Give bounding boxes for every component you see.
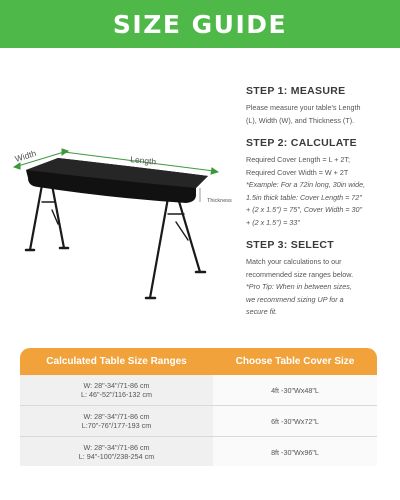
step-1-line: Please measure your table's Length	[246, 103, 361, 112]
range-length: L: 94"-100"/238-254 cm	[78, 452, 155, 461]
length-label: Length	[129, 154, 157, 167]
left-back-leg	[52, 185, 64, 248]
range-length: L: 46"-52"/116-132 cm	[81, 390, 152, 399]
step-3-tip: *Pro Tip: When in between sizes,	[246, 282, 352, 291]
cover-size-cell: 6ft -30"Wx72"L	[213, 406, 377, 436]
step-3-text	[246, 256, 396, 319]
step-3-title: STEP 3: SELECT	[246, 239, 335, 251]
range-width: W: 28"-34"/71-86 cm	[83, 411, 150, 421]
header-cover-size: Choose Table Cover Size	[235, 356, 355, 367]
step-2-title: STEP 2: CALCULATE	[246, 137, 357, 149]
cover-size-cell: 4ft -30"Wx48"L	[213, 375, 377, 405]
step-2-example: 1.5in thick table: Cover Length = 72"	[246, 192, 362, 202]
range-width: W: 28"-34"/71-86 cm	[83, 442, 150, 452]
step-3-line: recommended size ranges below.	[246, 269, 354, 279]
step-3-line: Match your calculations to our	[246, 257, 342, 266]
step-3-tip: secure fit.	[246, 307, 278, 316]
right-back-leg	[178, 198, 200, 272]
thickness-label: Thickness	[207, 198, 232, 204]
table-row	[20, 437, 377, 466]
width-arrow-head-left	[14, 163, 20, 169]
step-2-text	[246, 154, 396, 229]
table-row	[20, 375, 377, 406]
step-2-example: + (2 x 1.5") = 33"	[246, 217, 300, 227]
banner-title: SIZE GUIDE	[112, 9, 288, 39]
range-cell	[20, 375, 213, 405]
step-2-line: Required Cover Width = W + 2T	[246, 167, 349, 177]
step-2-example: + (2 x 1.5") = 75", Cover Width = 30"	[246, 205, 363, 214]
step-1-text	[246, 102, 396, 127]
range-cell	[20, 406, 213, 436]
steps-panel	[246, 85, 396, 329]
step-1-line: (L), Width (W), and Thickness (T).	[246, 115, 355, 125]
width-label: Width	[13, 147, 38, 164]
range-width: W: 28"-34"/71-86 cm	[83, 380, 150, 390]
size-table	[20, 348, 377, 466]
left-front-leg	[30, 185, 42, 250]
right-front-leg	[150, 198, 168, 298]
step-2-example: *Example: For a 72in long, 30in wide,	[246, 180, 366, 189]
step-2-line: Required Cover Length = L + 2T;	[246, 155, 351, 164]
cover-size-cell: 8ft -30"Wx96"L	[213, 437, 377, 466]
size-guide-banner	[0, 0, 400, 48]
table-illustration	[0, 140, 235, 310]
table-row	[20, 406, 377, 437]
range-cell	[20, 437, 213, 466]
range-length: L:70"-76"/177-193 cm	[81, 421, 152, 430]
step-3-tip: we recommend sizing UP for a	[246, 294, 344, 304]
step-1-title: STEP 1: MEASURE	[246, 85, 346, 97]
size-table-header	[20, 348, 377, 375]
length-arrow-head-right	[211, 168, 218, 174]
header-table-size-ranges: Calculated Table Size Ranges	[46, 356, 187, 367]
